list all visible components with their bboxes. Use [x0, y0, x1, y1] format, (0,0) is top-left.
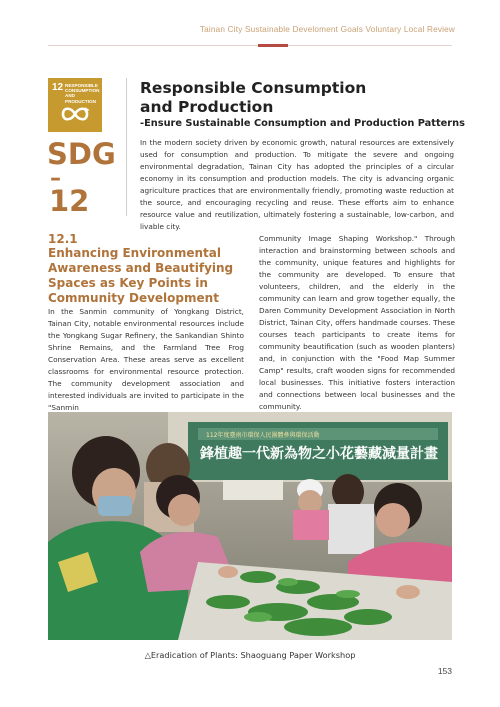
- goal-subtitle: -Ensure Sustainable Consumption and Production Patterns: [140, 118, 465, 129]
- sdg-dash: –: [50, 166, 61, 191]
- workshop-photo-illustration: [48, 412, 452, 640]
- badge-number: 12: [52, 82, 64, 93]
- badge-text: RESPONSIBLE CONSUMPTION AND PRODUCTION: [65, 83, 100, 104]
- section-number: 12.1: [48, 232, 78, 246]
- sdg-number: 12: [49, 184, 90, 218]
- banner-year-text: 112年度臺南市環保人民團體參與環保活動: [206, 432, 320, 439]
- header-rule-accent: [258, 44, 288, 47]
- section-title: Enhancing Environmental Awareness and Beautifying Spaces as Key Points in Community Development: [48, 246, 234, 305]
- section-body-left: In the Sanmin community of Yongkang District, Tainan City, notable environmental resources include the Yongkang Sugar Refinery, the Sankandian Shinto Shrine Remains, and the Farmland Tree Frog Conservation Area. These areas serve as excellent classrooms for environmental resource protection. The community development association and interested individuals are invited to participate in the "Sanmin: [48, 307, 244, 412]
- banner-text: 鋒植趣一代新為物之小花藝藏減量計畫: [200, 446, 438, 462]
- workshop-photo: [48, 412, 452, 640]
- goal-intro: In the modern society driven by economic growth, natural resources are extensively used for consumption and production. To mitigate the severe and ongoing environmental degradation, Tainan City has adopted the principles of a circular economy in its consumption and production models. The city is advancing organic agriculture practices that are environmentally friendly, promoting waste reduction at the source, and encouraging recycling and reuse. These efforts aim to enhance resource value and reutilization, ultimately fostering a sustainable, low-carbon, and livable city.: [140, 138, 454, 231]
- vertical-divider: [126, 78, 127, 216]
- infinity-icon: [59, 104, 91, 124]
- sdg-label: SDG: [47, 137, 116, 171]
- section-body-right: Community Image Shaping Workshop." Through interaction and brainstorming between schools and the community, unique features and highlights for the community are developed. To ensure that volunteers, children, and the elderly in the community can learn and grow together equally, the Daren Community Development Association in North District, Tainan City, offers handmade courses. These courses teach participants to create items for community beautification (such as wooden planters) and, in conjunction with the "Food Map Summer Camp" results, craft wooden signs for recommended local businesses. This initiative fosters interaction and connections between local businesses and the community.: [259, 234, 455, 411]
- running-header: Tainan City Sustainable Develoment Goals Voluntary Local Review: [199, 25, 455, 34]
- header-rule: [48, 45, 452, 46]
- sdg-badge: [48, 78, 102, 132]
- photo-caption: △Eradication of Plants: Shaoguang Paper Workshop: [144, 650, 356, 660]
- goal-title: Responsible Consumption and Production: [140, 79, 367, 116]
- page-number: 153: [437, 666, 452, 676]
